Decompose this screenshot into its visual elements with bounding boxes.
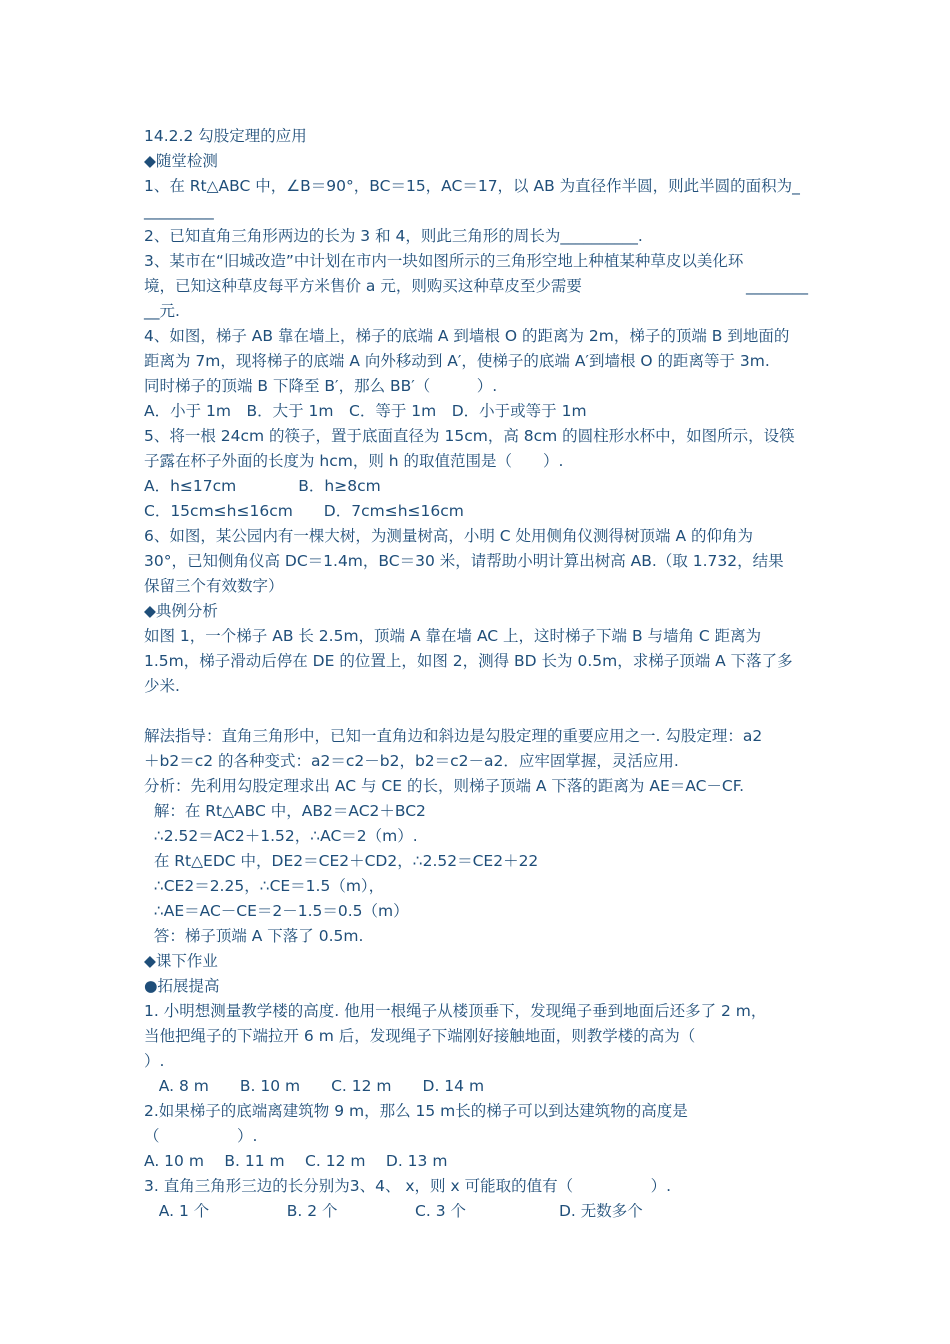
solution-line-2: ＋b2＝c2 的各种变式：a2＝c2－b2，b2＝c2－a2．应牢固掌握，灵活应用. — [144, 752, 679, 770]
check-line-12: 子露在杯子外面的长度为 hcm，则 h 的取值范围是（ ）. — [144, 452, 564, 470]
solution-line-9: 答：梯子顶端 A 下落了 0.5m. — [144, 927, 364, 945]
extend-line-1: 1. 小明想测量教学楼的高度. 他用一根绳子从楼顶垂下，发现绳子垂到地面后还多了 2 m， — [144, 1002, 767, 1020]
section-heading-check: ◆随堂检测 — [144, 152, 218, 170]
section-heading-homework: ◆课下作业 — [144, 952, 218, 970]
solution-line-3: 分析：先利用勾股定理求出 AC 与 CE 的长，则梯子顶端 A 下落的距离为 AE＝AC－CF. — [144, 777, 745, 795]
example-line-3: 少米. — [144, 677, 180, 695]
section-heading-example: ◆典例分析 — [144, 602, 218, 620]
check-line-10: A．小于 1m B．大于 1m C．等于 1m D．小于或等于 1m — [144, 402, 587, 420]
check-line-1: 1、在 Rt△ABC 中，∠B＝90°，BC＝15，AC＝17，以 AB 为直径作半圆，则此半圆的面积为_ — [144, 177, 800, 195]
check-line-5 — [144, 274, 808, 299]
extend-line-4: A. 8 m B. 10 m C. 12 m D. 14 m — [144, 1077, 485, 1095]
check-line-15: 6、如图，某公园内有一棵大树，为测量树高，小明 C 处用侧角仪测得树顶端 A 的仰角为 — [144, 527, 753, 545]
check-line-2: _________ — [144, 202, 214, 220]
extend-line-7: A. 10 m B. 11 m C. 12 m D. 13 m — [144, 1152, 448, 1170]
check-line-9: 同时梯子的顶端 B 下降至 B′，那么 BB′（ ）. — [144, 377, 498, 395]
solution-line-7: ∴CE2＝2.25，∴CE＝1.5（m）， — [144, 877, 385, 895]
extend-line-9: A. 1 个 B. 2 个 C. 3 个 D. 无数多个 — [144, 1202, 643, 1220]
doc-title: 14.2.2 勾股定理的应用 — [144, 127, 307, 145]
check-line-14: C．15cm≤h≤16cm D．7cm≤h≤16cm — [144, 502, 464, 520]
check-line-13: A．h≤17cm B．h≥8cm — [144, 477, 381, 495]
extend-line-8: 3. 直角三角形三边的长分别为3、4、 x，则 x 可能取的值有（ ）. — [144, 1177, 671, 1195]
check-line-3: 2、已知直角三角形两边的长为 3 和 4，则此三角形的周长为__________. — [144, 227, 643, 245]
check-line-4: 3、某市在“旧城改造”中计划在市内一块如图所示的三角形空地上种植某种草皮以美化环 — [144, 252, 744, 270]
check-line-11: 5、将一根 24cm 的筷子，置于底面直径为 15cm，高 8cm 的圆柱形水杯中，如图所示，设筷 — [144, 427, 795, 445]
solution-line-4: 解：在 Rt△ABC 中，AB2＝AC2＋BC2 — [144, 802, 426, 820]
extend-line-6: （ ）. — [144, 1127, 258, 1145]
extend-line-5: 2.如果梯子的底端离建筑物 9 m，那么 15 m长的梯子可以到达建筑物的高度是 — [144, 1102, 688, 1120]
check-line-17: 保留三个有效数字） — [144, 577, 284, 595]
example-line-2: 1.5m，梯子滑动后停在 DE 的位置上，如图 2，测得 BD 长为 0.5m，求梯子顶端 A 下落了多 — [144, 652, 793, 670]
check-line-16: 30°，已知侧角仪高 DC＝1.4m，BC＝30 米，请帮助小明计算出树高 AB.（取 1.732，结果 — [144, 552, 784, 570]
solution-line-6: 在 Rt△EDC 中，DE2＝CE2＋CD2，∴2.52＝CE2＋22 — [144, 852, 539, 870]
solution-line-8: ∴AE＝AC－CE＝2－1.5＝0.5（m） — [144, 902, 409, 920]
extend-line-2: 当他把绳子的下端拉开 6 m 后，发现绳子下端刚好接触地面，则教学楼的高为（ — [144, 1027, 696, 1045]
example-line-1: 如图 1，一个梯子 AB 长 2.5m，顶端 A 靠在墙 AC 上，这时梯子下端 B 与墙角 C 距离为 — [144, 627, 762, 645]
spacer — [144, 699, 808, 724]
check-line-5-text: 境，已知这种草皮每平方米售价 a 元，则购买这种草皮至少需要 — [144, 277, 582, 295]
solution-line-1: 解法指导：直角三角形中，已知一直角边和斜边是勾股定理的重要应用之一. 勾股定理：a2 — [144, 727, 763, 745]
check-line-7: 4、如图，梯子 AB 靠在墙上，梯子的底端 A 到墙根 O 的距离为 2m，梯子的顶端 B 到地面的 — [144, 327, 790, 345]
check-line-6: __元. — [144, 302, 180, 320]
extend-line-3: ）. — [144, 1052, 165, 1070]
section-heading-extend: ●拓展提高 — [144, 977, 220, 995]
check-line-5-blank: ________ — [746, 277, 808, 295]
document-page — [144, 124, 808, 1224]
solution-line-5: ∴2.52＝AC2＋1.52，∴AC＝2（m）. — [144, 827, 418, 845]
check-line-8: 距离为 7m，现将梯子的底端 A 向外移动到 A′，使梯子的底端 A′到墙根 O 的距离等于 3m. — [144, 352, 770, 370]
